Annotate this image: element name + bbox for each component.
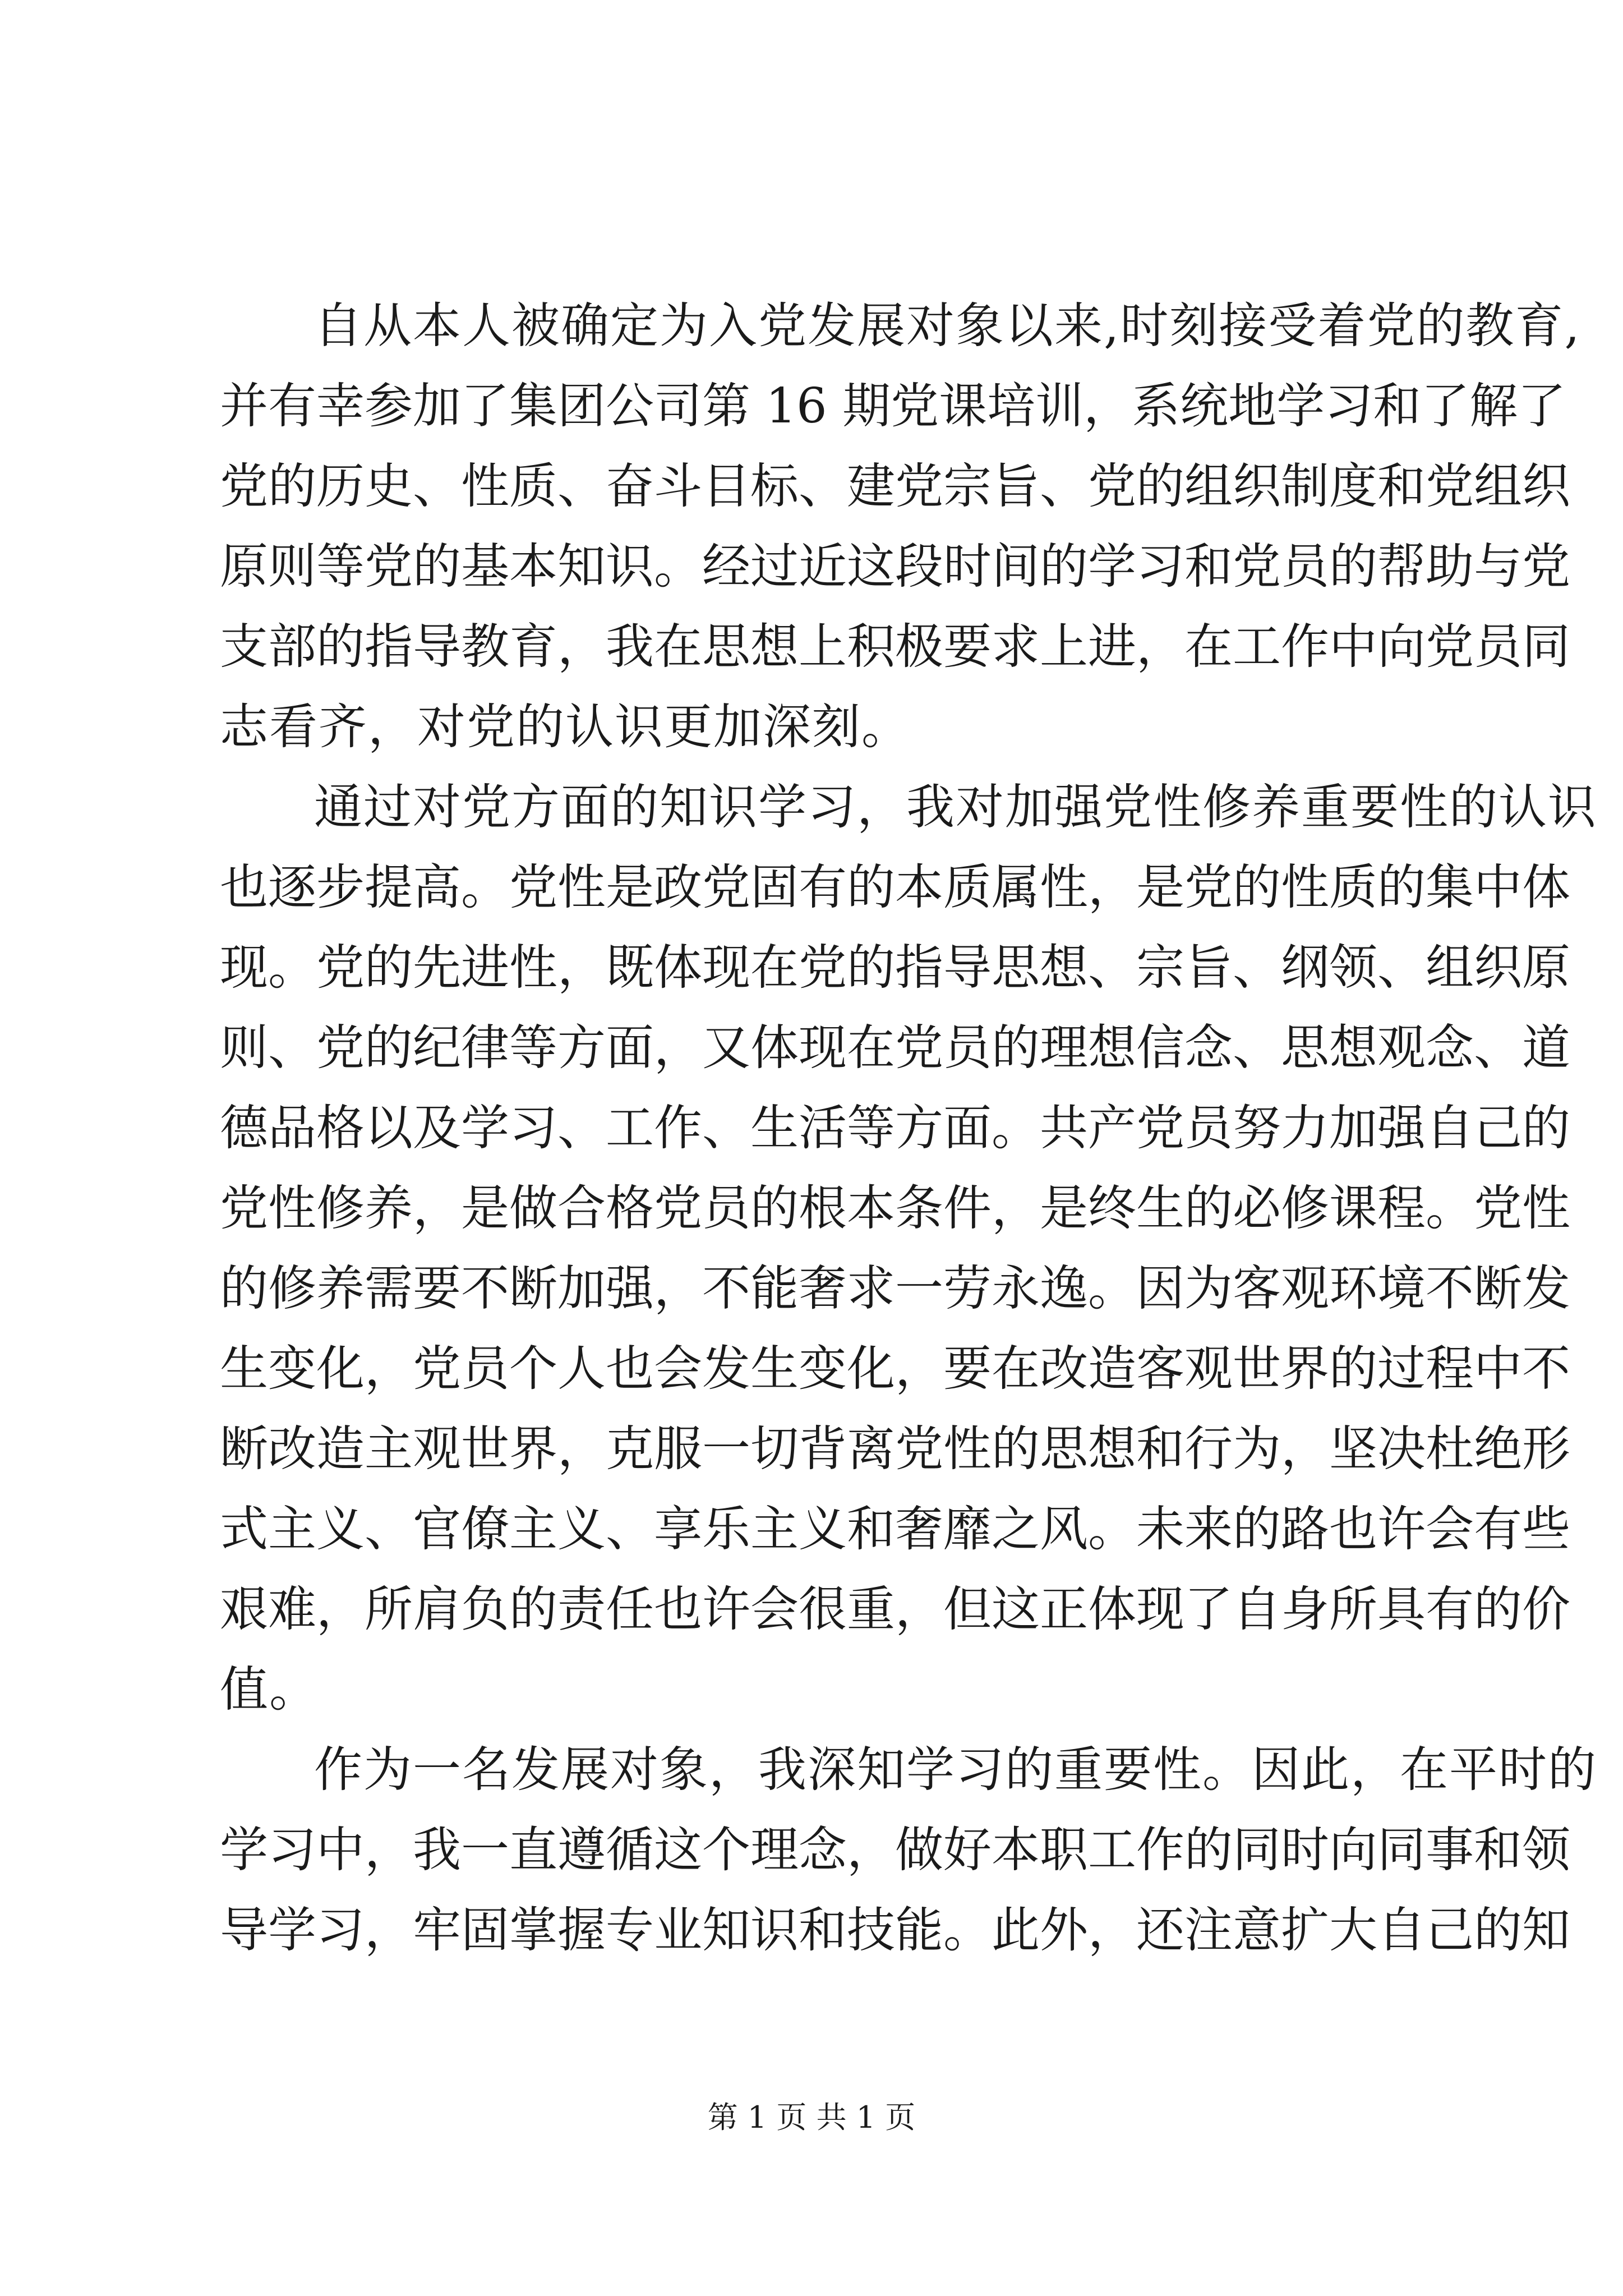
text-line: 值。 (220, 1662, 319, 1718)
text-line: 也逐步提高。党性是政党固有的本质属性，是党的性质的集中体 (220, 859, 1570, 915)
text-line: 自从本人被确定为入党发展对象以来,时刻接受着党的教育, (314, 298, 1581, 354)
text-line: 现。党的先进性，既体现在党的指导思想、宗旨、纲领、组织原 (220, 940, 1570, 996)
text-line: 则、党的纪律等方面，又体现在党员的理想信念、思想观念、道 (220, 1020, 1570, 1076)
text-line: 原则等党的基本知识。经过近这段时间的学习和党员的帮助与党 (220, 539, 1570, 595)
text-line: 志看齐，对党的认识更加深刻。 (220, 699, 911, 755)
text-line: 式主义、官僚主义、享乐主义和奢靡之风。未来的路也许会有些 (220, 1501, 1570, 1557)
text-line: 德品格以及学习、工作、生活等方面。共产党员努力加强自己的 (220, 1100, 1570, 1156)
text-line: 党的历史、性质、奋斗目标、建党宗旨、党的组织制度和党组织 (220, 458, 1570, 514)
text-line: 导学习，牢固掌握专业知识和技能。此外，还注意扩大自己的知 (220, 1902, 1570, 1958)
text-line: 断改造主观世界，克服一切背离党性的思想和行为，坚决杜绝形 (220, 1421, 1570, 1477)
page-footer: 第 1 页 共 1 页 (707, 2100, 916, 2135)
text-line: 支部的指导教育，我在思想上积极要求上进，在工作中向党员同 (220, 619, 1570, 675)
text-line: 艰难，所肩负的责任也许会很重，但这正体现了自身所具有的价 (220, 1581, 1570, 1637)
text-line: 并有幸参加了集团公司第 16 期党课培训，系统地学习和了解了 (220, 378, 1566, 434)
text-line: 通过对党方面的知识学习，我对加强党性修养重要性的认识 (314, 779, 1597, 835)
text-line: 作为一名发展对象，我深知学习的重要性。因此，在平时的 (314, 1742, 1597, 1798)
text-line: 党性修养，是做合格党员的根本条件，是终生的必修课程。党性 (220, 1180, 1570, 1236)
document-body (220, 286, 1597, 1971)
text-line: 学习中，我一直遵循这个理念，做好本职工作的同时向同事和领 (220, 1822, 1570, 1878)
text-line: 生变化，党员个人也会发生变化，要在改造客观世界的过程中不 (220, 1341, 1570, 1397)
text-line: 的修养需要不断加强，不能奢求一劳永逸。因为客观环境不断发 (220, 1260, 1570, 1317)
